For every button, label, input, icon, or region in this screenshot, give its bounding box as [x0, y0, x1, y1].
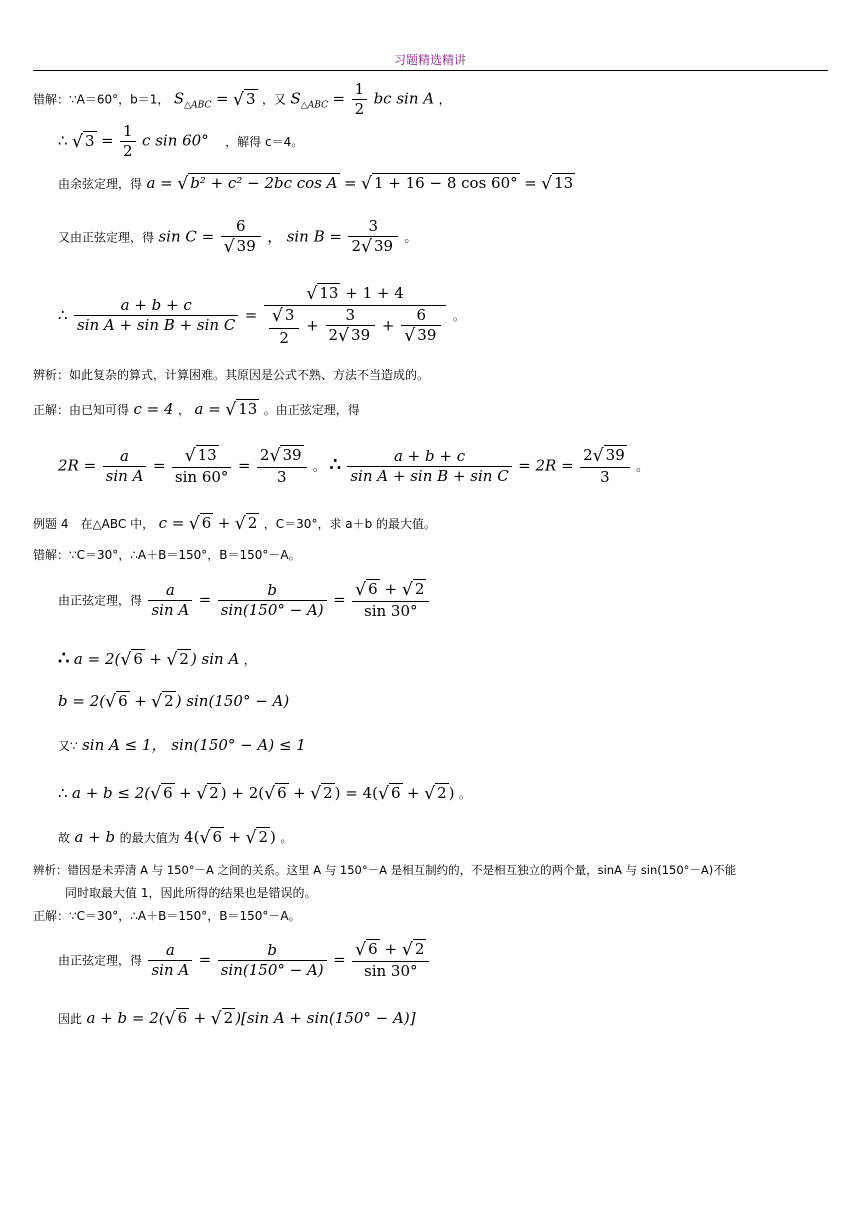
- fraction: $\frac{b}{\sin(150^\circ - A)}$: [218, 583, 327, 618]
- text: ，又: [261, 92, 286, 107]
- sum-bound-line: [58, 786, 471, 803]
- text: 又∵: [58, 739, 78, 753]
- plus: +: [217, 514, 231, 532]
- sqrt-6: √ 6: [105, 692, 128, 712]
- sum-expression-line: [58, 1011, 416, 1028]
- text: 由余弦定理，得: [58, 177, 143, 191]
- math-eq: =: [524, 174, 537, 192]
- sqrt-6: √ 6: [199, 828, 222, 848]
- b-expression-line: [58, 694, 289, 711]
- text: 。: [280, 831, 293, 845]
- math-text: sin A ≤ 1， sin(150° − A) ≤ 1: [82, 736, 306, 754]
- math-text: a =: [194, 400, 221, 418]
- therefore-symbol: ∴: [58, 305, 68, 324]
- fraction: $\frac{b}{\sin(150^\circ - A)}$: [218, 943, 327, 978]
- math-eq: =: [332, 89, 346, 108]
- text: 由正弦定理，得: [58, 953, 143, 968]
- fraction-half: $\frac{1}{2}$: [120, 124, 136, 159]
- text: ，解得 c＝4。: [225, 134, 304, 149]
- math-eq: =: [244, 305, 258, 324]
- sqrt-3: √ 3: [232, 89, 256, 110]
- math-text: ) + 2(: [220, 784, 265, 802]
- text: ，: [243, 653, 256, 667]
- cosine-law-line: [58, 176, 575, 193]
- example-4-line: [33, 516, 436, 533]
- math-eq: =: [101, 131, 114, 150]
- fraction: $\frac{6}{√ 39}$: [221, 219, 261, 256]
- sine-law-line: [58, 219, 417, 256]
- text: 的最大值为: [119, 831, 180, 845]
- math-text: b = 2(: [58, 692, 106, 710]
- sqrt-6: √ 6: [164, 1009, 188, 1029]
- fraction-ratio: $\frac{a + b + c}{\text{sin A + sin B + sin C}}$: [347, 449, 511, 484]
- fraction: $\frac{3}{2√ 39}$: [348, 219, 398, 256]
- math-text: a + b = 2(: [86, 1009, 165, 1027]
- analysis-line-2: 同时取最大值 1，因此所得的结果也是错误的。: [65, 886, 317, 900]
- math-text: ): [448, 784, 455, 802]
- therefore-symbol: ∴: [58, 131, 68, 150]
- fraction: $\frac{a}{\text{sin A}}$: [103, 449, 147, 484]
- sqrt-2: √ 2: [166, 650, 189, 670]
- math-bcsin: bc sin A: [373, 89, 435, 108]
- sqrt-2: √ 2: [424, 784, 447, 804]
- fraction: $\frac{√ 6 + √ 2}{\sin 30^\circ}$: [352, 582, 429, 619]
- wrong-solution-line-2: [58, 124, 303, 159]
- math-eq: =: [333, 590, 346, 609]
- fraction: $\frac{√ 6 + √ 2}{\sin 30^\circ}$: [352, 942, 429, 979]
- math-eq: =: [333, 950, 346, 969]
- math-eq: =: [198, 590, 212, 609]
- circumradius-line: [58, 448, 648, 485]
- math-text: ) sin(150° − A): [175, 692, 290, 710]
- plus: +: [228, 828, 242, 846]
- sqrt-2: √ 2: [151, 692, 174, 712]
- math-text: c = 4: [133, 400, 174, 418]
- math-text: 2R =: [58, 456, 97, 475]
- sqrt-6: √ 6: [120, 650, 143, 670]
- fraction: $\frac{a}{\text{sin A}}$: [148, 943, 192, 978]
- text: 又由正弦定理，得: [58, 230, 155, 245]
- plus: +: [193, 1009, 207, 1027]
- text: 正解：由已知可得: [33, 403, 130, 417]
- text: ，: [438, 92, 451, 107]
- bounds-line: [58, 738, 306, 753]
- plus: +: [134, 692, 147, 710]
- sqrt-2: √ 2: [196, 784, 219, 804]
- sqrt-3: √ 3: [72, 131, 95, 152]
- sqrt-expression: √ 1 + 16 − 8 cos 60°: [360, 174, 518, 194]
- sqrt-6: √ 6: [264, 784, 287, 804]
- math-eq: =: [198, 950, 212, 969]
- fraction-complex: √ 13 + 1 + 4 $\frac{√ 3}{2}$ + $\frac{3}{2√ 39}$ + $\frac{6}{√ 39}$: [264, 286, 447, 346]
- text: 。: [312, 459, 325, 474]
- complex-ratio-line: [58, 286, 465, 346]
- math-text: ) sin A: [190, 650, 240, 668]
- sqrt-expression: √ b² + c² − 2bc cos A: [177, 174, 338, 194]
- text: 。: [404, 230, 417, 245]
- fraction: $\frac{2√ 39}{3}$: [257, 448, 307, 485]
- math-text: a = 2(: [73, 650, 121, 668]
- correct-solution-line: [33, 402, 360, 419]
- sine-law-ratio-line: [58, 582, 431, 619]
- sqrt-2: √ 2: [210, 1009, 234, 1029]
- text: 。: [452, 308, 465, 323]
- text: ，C＝30°，求 a＋b 的最大值。: [263, 517, 437, 531]
- header-rule: [33, 70, 828, 71]
- plus: +: [407, 784, 420, 802]
- fraction: $\frac{a}{\text{sin A}}$: [148, 583, 192, 618]
- fraction: $\frac{√ 13}{\sin 60^\circ}$: [172, 448, 232, 485]
- math-sub: △ABC: [184, 100, 212, 111]
- text: 。: [636, 459, 649, 474]
- text: ，: [177, 403, 190, 417]
- math-text: c sin 60°: [142, 131, 209, 150]
- math-eq: =: [152, 456, 166, 475]
- plus: +: [149, 650, 162, 668]
- therefore-symbol: ∴: [329, 454, 341, 476]
- sqrt-2: √ 2: [310, 784, 333, 804]
- math-text: c =: [158, 514, 185, 532]
- fraction-half: $\frac{1}{2}$: [352, 82, 368, 117]
- math-eq: =: [343, 174, 357, 192]
- math-text: a =: [146, 174, 173, 192]
- analysis-line: 辨析：如此复杂的算式，计算困难。其原因是公式不熟、方法不当造成的。: [33, 368, 430, 382]
- therefore-symbol: ∴: [58, 784, 68, 802]
- math-text: ): [270, 828, 276, 846]
- fraction-ratio: $\frac{a + b + c}{\text{sin A + sin B + sin C}}$: [74, 298, 238, 333]
- text: 。由正弦定理，得: [263, 403, 360, 417]
- math-text: )[sin A + sin(150° − A)]: [235, 1009, 416, 1027]
- text: 因此: [58, 1012, 83, 1026]
- sqrt-2: √ 2: [234, 514, 258, 534]
- wrong-solution-line-1: [33, 82, 451, 117]
- text: 错解：∵A＝60°，b＝1，: [33, 92, 170, 107]
- sqrt-13: √ 13: [541, 174, 574, 194]
- wrong-solution-line: 错解：∵C＝30°，∴A＋B＝150°，B＝150°－A。: [33, 548, 301, 562]
- correct-solution-line: 正解：∵C＝30°，∴A＋B＝150°，B＝150°－A。: [33, 909, 301, 923]
- fraction: $\frac{2√ 39}{3}$: [580, 448, 630, 485]
- text: 例题 4 在△ABC 中，: [33, 517, 155, 531]
- math-text: sin C =: [158, 227, 215, 246]
- text: 故: [58, 831, 71, 845]
- plus: +: [179, 784, 192, 802]
- math-text: = 2R =: [518, 456, 574, 475]
- math-text: 4(: [184, 828, 200, 846]
- math-eq: =: [237, 456, 251, 475]
- math-eq: =: [215, 89, 229, 108]
- therefore-symbol: ∴: [58, 648, 70, 669]
- sqrt-6: √ 6: [150, 784, 173, 804]
- sine-law-ratio-line-2: [58, 942, 431, 979]
- page-header: 习题精选精讲: [393, 53, 466, 67]
- math-text: a + b ≤ 2(: [72, 784, 151, 802]
- comma: ，: [267, 227, 283, 246]
- math-text: sin B =: [286, 227, 342, 246]
- math-sub: △ABC: [300, 100, 329, 111]
- sqrt-2: √ 2: [245, 828, 269, 848]
- plus: +: [293, 784, 306, 802]
- sqrt-6: √ 6: [378, 784, 401, 804]
- math-text: a + b: [74, 828, 116, 846]
- math-text: ) = 4(: [334, 784, 379, 802]
- a-expression-line: [58, 650, 256, 669]
- sqrt-6: √ 6: [188, 514, 212, 534]
- analysis-line-1: 辨析：错因是未弄清 A 与 150°－A 之间的关系。这里 A 与 150°－A 是相互制约的，不是相互独立的两个量，sinA 与 sin(150°－A)不能: [33, 863, 737, 877]
- text: 由正弦定理，得: [58, 593, 143, 608]
- sqrt-13: √ 13: [225, 400, 258, 420]
- math-s: S: [290, 89, 301, 108]
- math-s: S: [173, 89, 185, 108]
- max-value-line: [58, 830, 292, 847]
- text: 。: [458, 787, 471, 801]
